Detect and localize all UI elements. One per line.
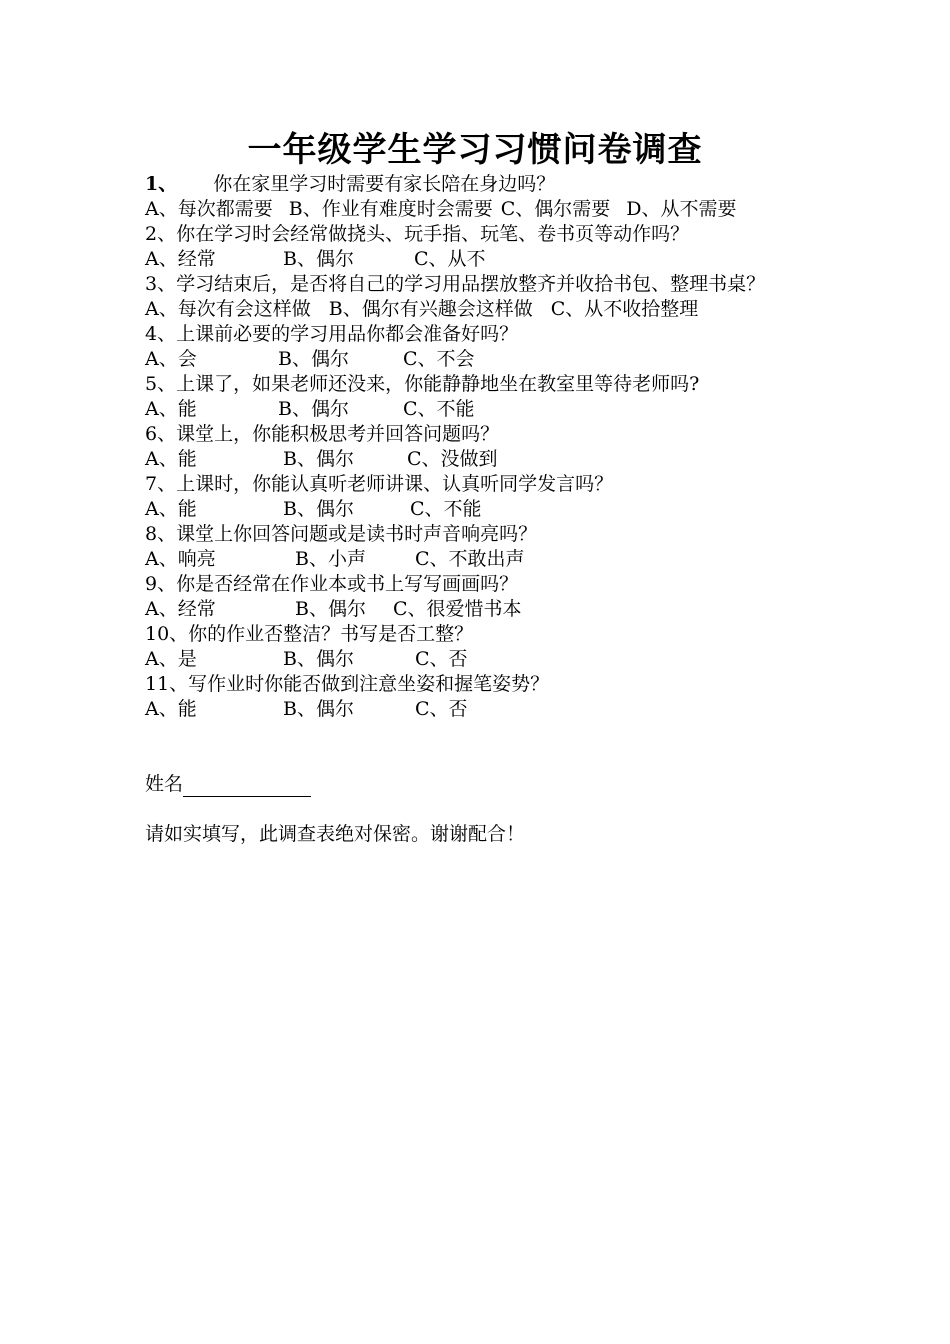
option-a: A、能 bbox=[145, 398, 197, 420]
page-title: 一年级学生学习习惯问卷调查 bbox=[247, 130, 703, 170]
option-b: B、偶尔 bbox=[278, 348, 349, 370]
option-b: B、偶尔有兴趣会这样做 bbox=[328, 298, 533, 320]
question-7-options bbox=[145, 497, 815, 522]
question-2-options bbox=[145, 247, 815, 272]
question-8: 8、课堂上你回答问题或是读书时声音响亮吗？ bbox=[145, 523, 538, 545]
option-c: C、没做到 bbox=[407, 448, 498, 470]
option-a: A、每次有会这样做 bbox=[145, 298, 311, 320]
question-1 bbox=[145, 172, 815, 197]
option-c: C、不能 bbox=[403, 398, 475, 420]
question-10: 10、你的作业否整洁？书写是否工整？ bbox=[145, 623, 474, 645]
question-9: 9、你是否经常在作业本或书上写写画画吗？ bbox=[145, 573, 519, 595]
question-7: 7、上课时，你能认真听老师讲课、认真听同学发言吗？ bbox=[145, 473, 614, 495]
question-10-options bbox=[145, 647, 815, 672]
name-blank[interactable] bbox=[183, 776, 311, 797]
questionnaire-body bbox=[145, 172, 815, 847]
option-d: D、从不需要 bbox=[626, 198, 737, 220]
question-6-options bbox=[145, 447, 815, 472]
question-9-options bbox=[145, 597, 815, 622]
question-1-options bbox=[145, 197, 815, 222]
question-4-options bbox=[145, 347, 815, 372]
option-a: A、能 bbox=[145, 698, 197, 720]
question-6: 6、课堂上，你能积极思考并回答问题吗？ bbox=[145, 423, 500, 445]
option-b: B、作业有难度时会需要 bbox=[288, 198, 493, 220]
option-b: B、偶尔 bbox=[283, 648, 354, 670]
question-2: 2、你在学习时会经常做挠头、玩手指、玩笔、卷书页等动作吗？ bbox=[145, 223, 690, 245]
question-3: 3、学习结束后，是否将自己的学习用品摆放整齐并收拾书包、整理书桌？ bbox=[145, 273, 766, 295]
option-a: A、能 bbox=[145, 498, 197, 520]
question-11-options bbox=[145, 697, 815, 722]
question-4: 4、上课前必要的学习用品你都会准备好吗？ bbox=[145, 323, 519, 345]
option-b: B、偶尔 bbox=[283, 448, 354, 470]
option-a: A、每次都需要 bbox=[145, 198, 273, 220]
question-1-number: 1、 bbox=[145, 173, 178, 195]
question-11: 11、写作业时你能否做到注意坐姿和握笔姿势？ bbox=[145, 673, 550, 695]
option-c: C、否 bbox=[415, 698, 468, 720]
option-c: C、从不 bbox=[414, 248, 486, 270]
option-c: C、偶尔需要 bbox=[500, 198, 611, 220]
option-a: A、经常 bbox=[145, 248, 216, 270]
option-c: C、否 bbox=[415, 648, 468, 670]
option-c: C、很爱惜书本 bbox=[393, 598, 522, 620]
question-5: 5、上课了，如果老师还没来，你能静静地坐在教室里等待老师吗? bbox=[145, 373, 700, 395]
option-a: A、会 bbox=[145, 348, 197, 370]
confidentiality-note: 请如实填写，此调查表绝对保密。谢谢配合！ bbox=[145, 823, 526, 845]
option-a: A、响亮 bbox=[145, 548, 216, 570]
option-c: C、不敢出声 bbox=[415, 548, 525, 570]
option-c: C、不能 bbox=[410, 498, 482, 520]
option-b: B、偶尔 bbox=[278, 398, 349, 420]
name-label: 姓名 bbox=[145, 773, 184, 795]
question-3-options bbox=[145, 297, 815, 322]
option-b: B、偶尔 bbox=[283, 248, 354, 270]
option-b: B、小声 bbox=[295, 548, 366, 570]
option-a: A、是 bbox=[145, 648, 197, 670]
option-b: B、偶尔 bbox=[283, 498, 354, 520]
option-a: A、能 bbox=[145, 448, 197, 470]
name-field bbox=[145, 772, 815, 797]
option-c: C、不会 bbox=[403, 348, 475, 370]
option-b: B、偶尔 bbox=[295, 598, 366, 620]
option-c: C、从不收拾整理 bbox=[550, 298, 699, 320]
option-b: B、偶尔 bbox=[283, 698, 354, 720]
question-8-options bbox=[145, 547, 815, 572]
option-a: A、经常 bbox=[145, 598, 216, 620]
question-5-options bbox=[145, 397, 815, 422]
question-1-text: 你在家里学习时需要有家长陪在身边吗？ bbox=[213, 173, 556, 195]
